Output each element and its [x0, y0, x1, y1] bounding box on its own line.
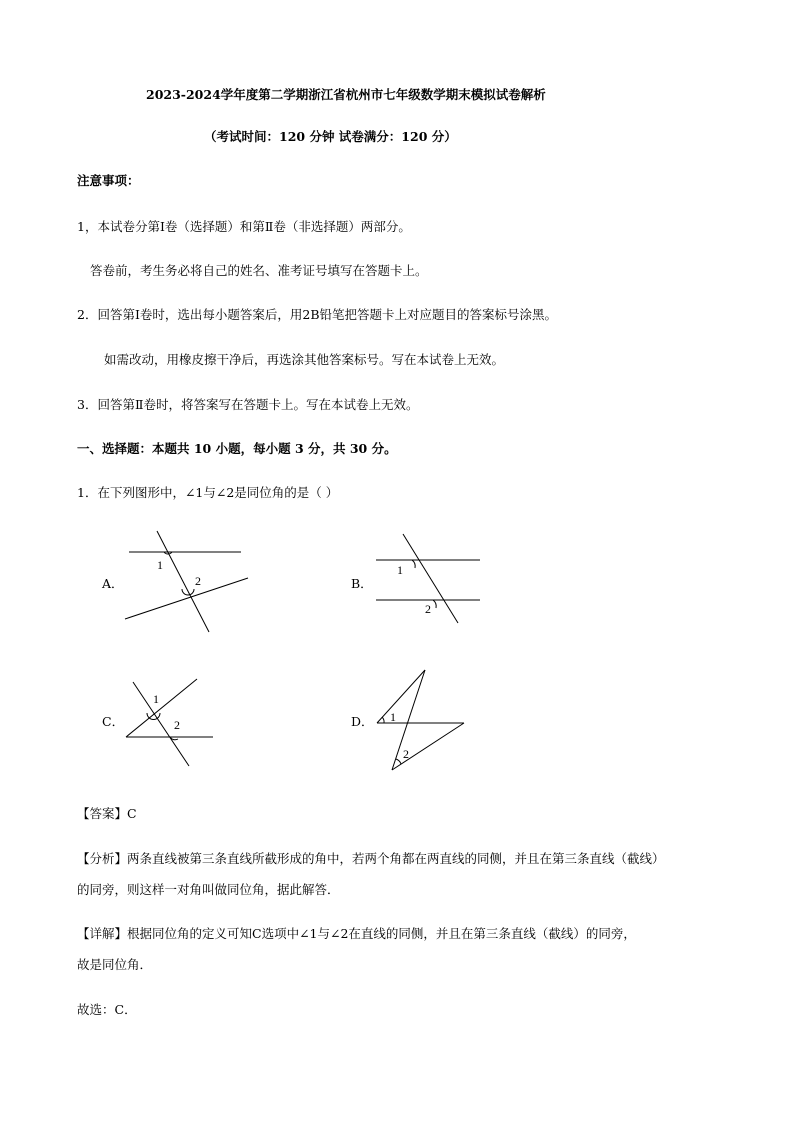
exam-info: （考试时间：120 分钟 试卷满分：120 分）	[204, 129, 457, 144]
option-b-angle-2-arc	[433, 600, 436, 608]
conclusion: 故选：C．	[77, 1002, 137, 1017]
notice-item-1: 1，本试卷分第Ⅰ卷（选择题）和第Ⅱ卷（非选择题）两部分。	[77, 219, 411, 234]
option-c-label: C．	[102, 714, 125, 729]
notice-item-3: 3．回答第Ⅱ卷时，将答案写在答题卡上。写在本试卷上无效。	[77, 397, 419, 412]
option-c-angle-2-label: 2	[174, 718, 180, 732]
option-b-label: B．	[351, 576, 373, 591]
option-d-angle-2-arc	[396, 759, 401, 764]
notice-item-2-cont: 如需改动，用橡皮擦干净后，再选涂其他答案标号。写在本试卷上无效。	[104, 352, 505, 367]
option-b-angle-1-arc	[412, 560, 415, 568]
notice-item-1-cont: 答卷前，考生务必将自己的姓名、准考证号填写在答题卡上。	[90, 263, 428, 278]
option-b-angle-2-label: 2	[425, 602, 431, 616]
section-heading: 一、选择题：本题共 10 小题，每小题 3 分，共 30 分。	[77, 441, 397, 456]
detail-line-1: 【详解】根据同位角的定义可知C选项中∠1与∠2在直线的同侧，并且在第三条直线（截线）的同旁，	[77, 926, 636, 941]
option-a-line-2	[125, 578, 248, 619]
answer: 【答案】C	[77, 806, 137, 821]
option-d-angle-1-arc	[382, 717, 384, 723]
detail-line-2: 故是同位角．	[77, 957, 153, 972]
option-c-figure	[120, 673, 220, 773]
page-title: 2023-2024学年度第二学期浙江省杭州市七年级数学期末模拟试卷解析	[146, 87, 546, 102]
option-a-angle-1-label: 1	[157, 558, 163, 572]
notice-heading: 注意事项：	[77, 173, 140, 188]
option-d-figure	[370, 665, 470, 775]
option-d-label: D．	[351, 714, 374, 729]
option-a-angle-2-label: 2	[195, 574, 201, 588]
option-d-line-1	[377, 670, 425, 723]
option-d-angle-1-label: 1	[390, 710, 396, 724]
option-b-figure	[370, 525, 490, 635]
option-a-label: A．	[102, 576, 124, 591]
option-a-transversal	[157, 531, 209, 632]
option-b-angle-1-label: 1	[397, 563, 403, 577]
notice-item-2: 2．回答第Ⅰ卷时，选出每小题答案后，用2B铅笔把答题卡上对应题目的答案标号涂黑。	[77, 307, 558, 322]
option-d-angle-2-label: 2	[403, 747, 409, 761]
analysis-line-2: 的同旁，则这样一对角叫做同位角，据此解答．	[77, 882, 340, 897]
question-1: 1．在下列图形中，∠1与∠2是同位角的是（ ）	[77, 485, 339, 500]
option-c-angle-1-label: 1	[153, 692, 159, 706]
analysis-line-1: 【分析】两条直线被第三条直线所截形成的角中，若两个角都在两直线的同侧，并且在第三条直线（截线）	[77, 851, 665, 866]
option-a-figure	[120, 525, 250, 635]
